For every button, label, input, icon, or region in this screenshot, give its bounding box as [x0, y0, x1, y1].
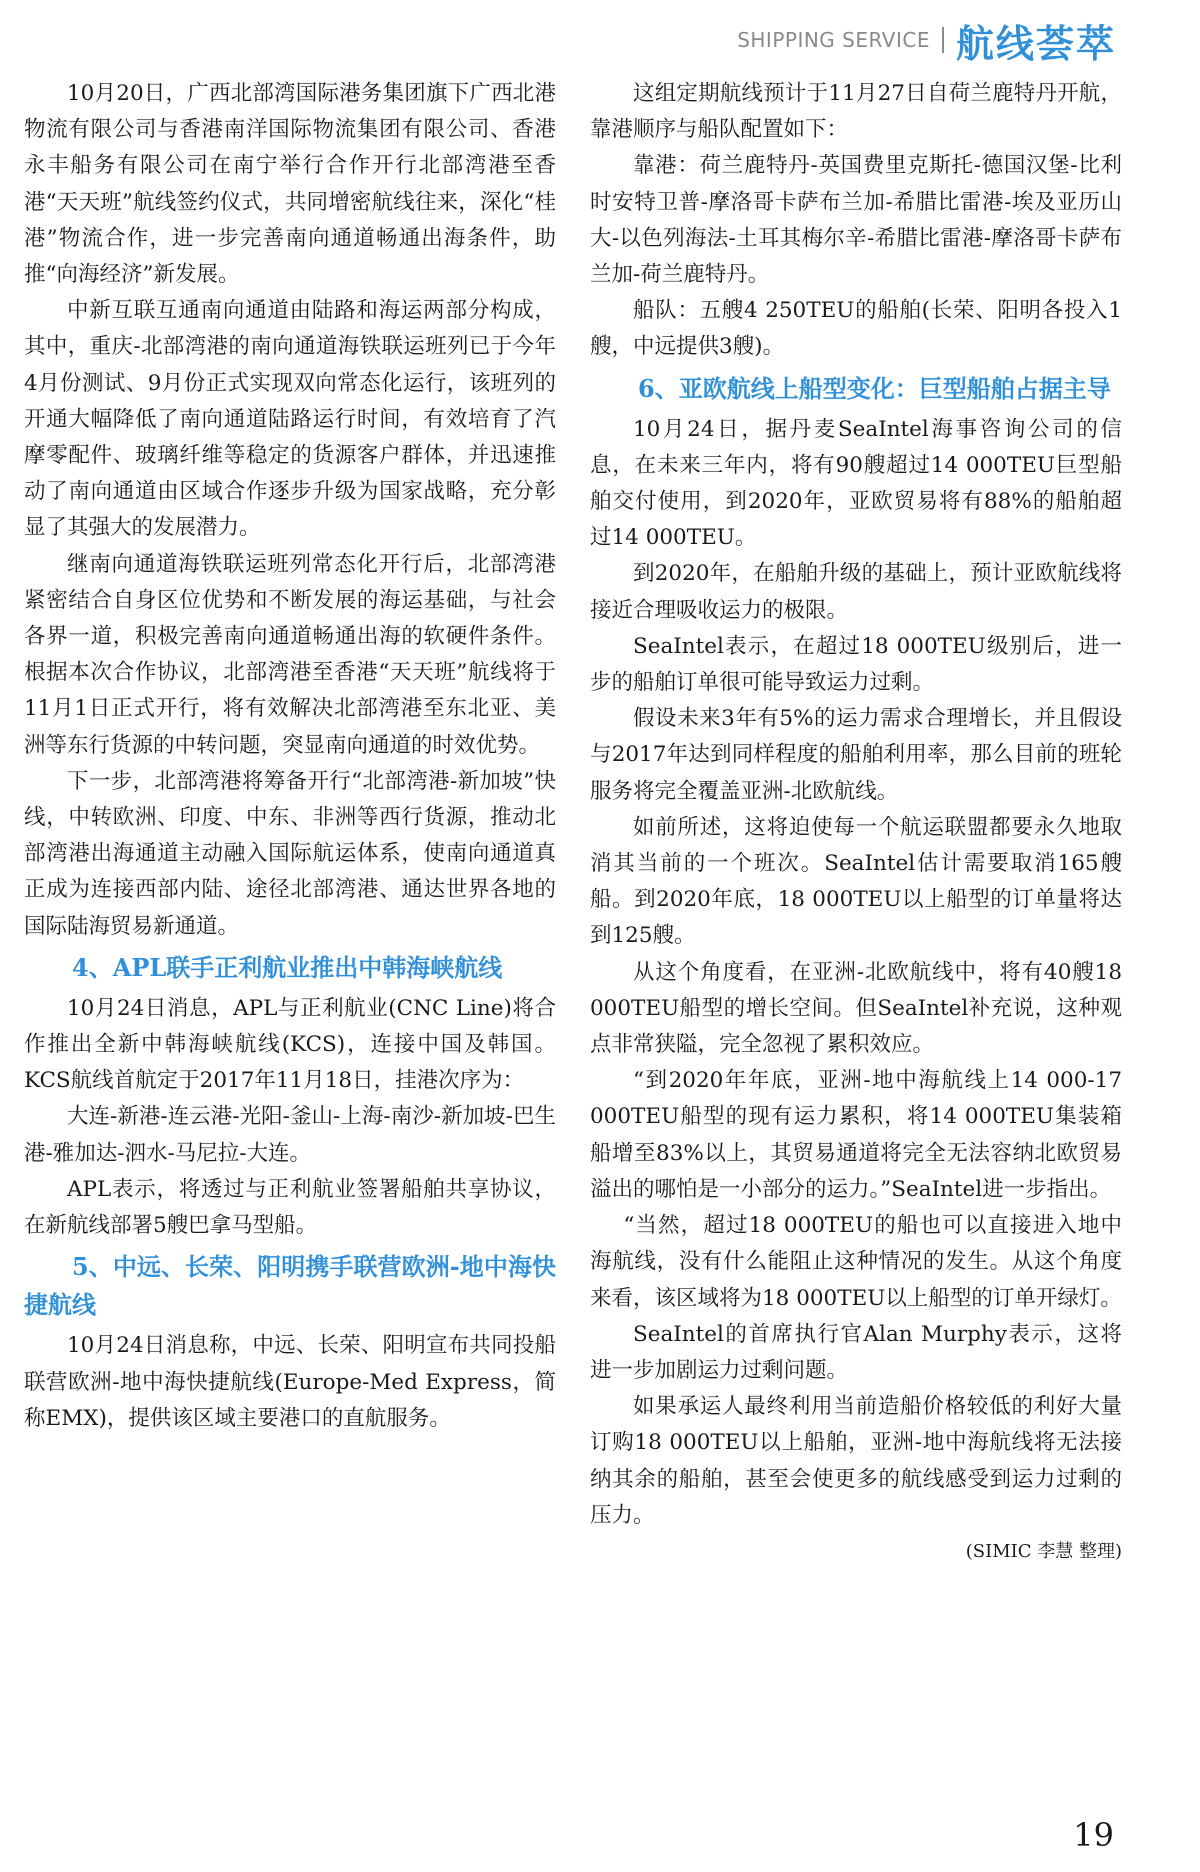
author-credit: (SIMIC 李慧 整理): [965, 1540, 1122, 1562]
paragraph: 10月24日消息，APL与正利航业(CNC Line)将合作推出全新中韩海峡航线(KCS)，连接中国及韩国。KCS航线首航定于2017年11月18日，挂港次序为：: [24, 995, 556, 1094]
paragraph: 这组定期航线预计于11月27日自荷兰鹿特丹开航，靠港顺序与船队配置如下：: [590, 81, 1122, 143]
paragraph: 如果承运人最终利用当前造船价格较低的利好大量订购18 000TEU以上船舶，亚洲-地中海航线将无法接纳其余的船舶，甚至会使更多的航线感受到运力过剩的压力。: [590, 1394, 1122, 1528]
paragraph: 10月24日消息称，中远、长荣、阳明宣布共同投船联营欧洲-地中海快捷航线(Europe-Med Express，简称EMX)，提供该区域主要港口的直航服务。: [24, 1333, 556, 1431]
paragraph: “到2020年年底，亚洲-地中海航线上14 000-17 000TEU船型的现有运力累积，将14 000TEU集装箱船增至83%以上，其贸易通道将完全无法容纳北欧贸易溢出的哪怕是一小部分的运力。”SeaIntel进一步指出。: [590, 1068, 1122, 1202]
section-title-en: SHIPPING SERVICE: [737, 28, 930, 52]
fleet-info: 船队：五艘4 250TEU的船舶(长荣、阳明各投入1艘，中远提供3艘)。: [590, 298, 1122, 360]
paragraph: “当然，超过18 000TEU的船也可以直接进入地中海航线，没有什么能阻止这种情况的发生。从这个角度来看，该区域将为18 000TEU以上船型的订单开绿灯。: [590, 1213, 1122, 1311]
section-heading-5: 5、中远、长荣、阳明携手联营欧洲-地中海快捷航线: [24, 1252, 556, 1320]
paragraph: SeaIntel的首席执行官Alan Murphy表示，这将进一步加剧运力过剩问题。: [590, 1321, 1122, 1383]
paragraph: APL表示，将透过与正利航业签署船舶共享协议，在新航线部署5艘巴拿马型船。: [24, 1176, 556, 1239]
section-title-cn: 航线荟萃: [955, 21, 1116, 66]
paragraph: 继南向通道海铁联运班列常态化开行后，北部湾港紧密结合自身区位优势和不断发展的海运基础，与社会各界一道，积极完善南向通道畅通出海的软硬件条件。根据本次合作协议，北部湾港至香港“天天班”航线将于11月1日正式开行，将有效解决北部湾港至东北亚、美洲等东行货源的中转问题，突显南向通道的时效优势。: [24, 551, 556, 758]
page-number: 19: [1073, 1816, 1114, 1854]
port-rotation: 靠港：荷兰鹿特丹-英国费里克斯托-德国汉堡-比利时安特卫普-摩洛哥卡萨布兰加-希腊比雷港-埃及亚历山大-以色列海法-土耳其梅尔辛-希腊比雷港-摩洛哥卡萨布兰加-荷兰鹿特丹。: [590, 153, 1122, 288]
paragraph: 到2020年，在船舶升级的基础上，预计亚欧航线将接近合理吸收运力的极限。: [590, 561, 1122, 623]
paragraph: 10月20日，广西北部湾国际港务集团旗下广西北港物流有限公司与香港南洋国际物流集团有限公司、香港永丰船务有限公司在南宁举行合作开行北部湾港至香港“天天班”航线签约仪式，共同增密航线往来，深化“桂港”物流合作，进一步完善南向通道畅通出海条件，助推“向海经济”新发展。: [24, 81, 556, 288]
page-header: [737, 8, 1116, 72]
paragraph: 如前所述，这将迫使每一个航运联盟都要永久地取消其当前的一个班次。SeaIntel估计需要取消165艘船。到2020年底，18 000TEU以上船型的订单量将达到125艘。: [590, 814, 1122, 949]
left-column: [24, 76, 556, 1437]
route-list: 大连-新港-连云港-光阳-釜山-上海-南沙-新加坡-巴生港-雅加达-泗水-马尼拉-大连。: [24, 1104, 556, 1166]
paragraph: 从这个角度看，在亚洲-北欧航线中，将有40艘18 000TEU船型的增长空间。但SeaIntel补充说，这种观点非常狭隘，完全忽视了累积效应。: [590, 959, 1122, 1058]
section-heading-6: 6、亚欧航线上船型变化：巨型船舶占据主导: [638, 373, 1111, 403]
paragraph: 假设未来3年有5%的运力需求合理增长，并且假设与2017年达到同样程度的船舶利用率，那么目前的班轮服务将完全覆盖亚洲-北欧航线。: [590, 706, 1122, 804]
paragraph: SeaIntel表示，在超过18 000TEU级别后，进一步的船舶订单很可能导致运力过剩。: [590, 633, 1122, 696]
paragraph: 10月24日，据丹麦SeaIntel海事咨询公司的信息，在未来三年内，将有90艘超过14 000TEU巨型船舶交付使用，到2020年，亚欧贸易将有88%的船舶超过14 000TEU。: [590, 416, 1122, 551]
section-heading-4: 4、APL联手正利航业推出中韩海峡航线: [72, 952, 503, 982]
right-column: [590, 76, 1122, 1570]
header-divider: [942, 27, 944, 53]
paragraph: 中新互联互通南向通道由陆路和海运两部分构成，其中，重庆-北部湾港的南向通道海铁联运班列已于今年4月份测试、9月份正式实现双向常态化运行，该班列的开通大幅降低了南向通道陆路运行时间，有效培育了汽摩零配件、玻璃纤维等稳定的货源客户群体，并迅速推动了南向通道由区域合作逐步升级为国家战略，充分彰显了其强大的发展潜力。: [24, 298, 556, 541]
paragraph: 下一步，北部湾港将筹备开行“北部湾港-新加坡”快线，中转欧洲、印度、中东、非洲等西行货源，推动北部湾港出海通道主动融入国际航运体系，使南向通道真正成为连接西部内陆、途径北部湾港、通达世界各地的国际陆海贸易新通道。: [24, 768, 556, 939]
